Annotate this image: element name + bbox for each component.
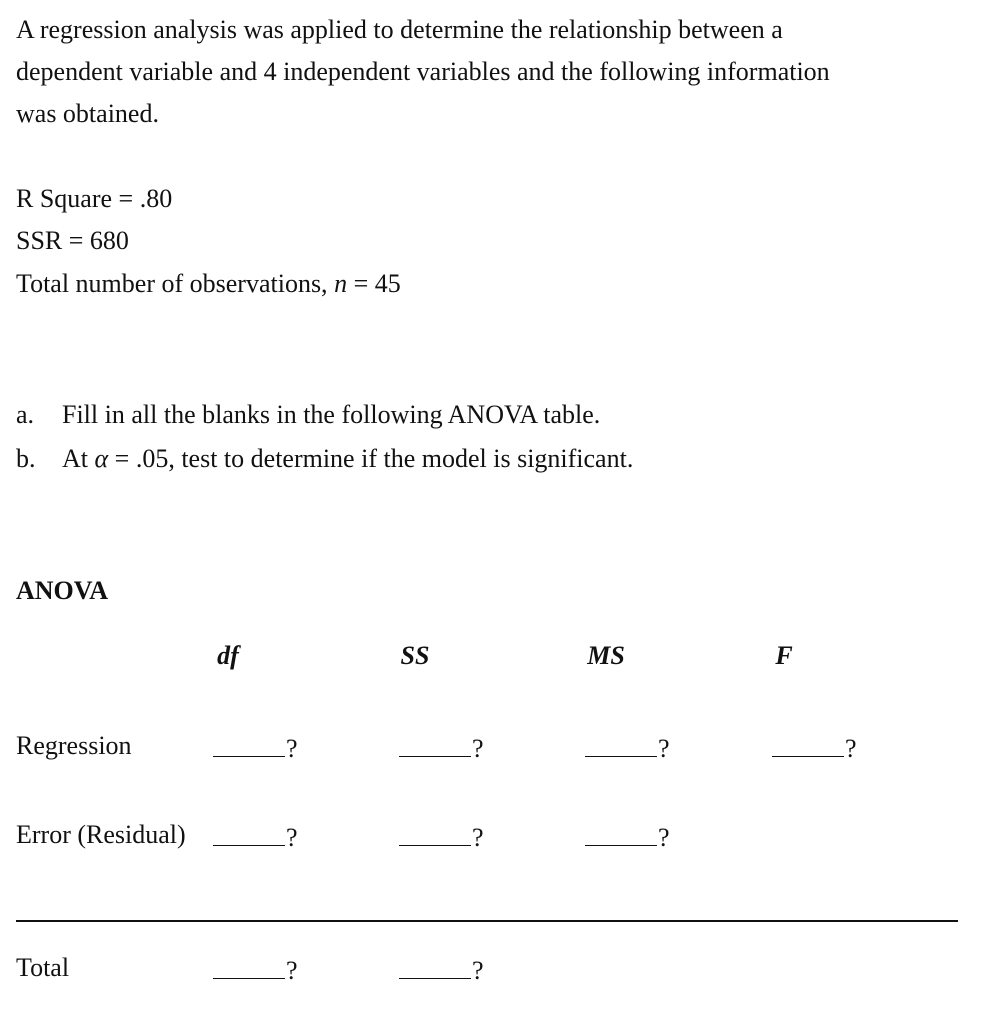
question-b-letter: b. — [16, 444, 36, 473]
intro-line: was obtained. — [16, 99, 159, 128]
intro-line: dependent variable and 4 independent variables and the following information — [16, 57, 830, 86]
question-a-letter: a. — [16, 400, 35, 429]
alpha-symbol: α — [94, 444, 109, 473]
question-a-text: Fill in all the blanks in the following ANOVA table. — [62, 400, 601, 429]
question-b-post: = .05, test to determine if the model is significant. — [108, 444, 634, 473]
n-symbol: n — [334, 269, 348, 298]
anova-title: ANOVA — [16, 576, 108, 605]
regression-df-blank[interactable]: ? — [213, 730, 298, 765]
intro-paragraph — [16, 9, 946, 135]
row-label-error: Error (Residual) — [16, 820, 186, 849]
error-ms-blank[interactable]: ? — [585, 819, 670, 854]
question-b-pre: At — [62, 444, 95, 473]
intro-line: A regression analysis was applied to determine the relationship between a — [16, 15, 783, 44]
observations-value — [16, 268, 401, 300]
column-header-ss: SS — [400, 641, 430, 670]
total-ss-blank[interactable]: ? — [399, 952, 484, 987]
table-divider — [16, 920, 958, 922]
observations-label: Total number of observations, — [16, 269, 335, 298]
regression-ss-blank[interactable]: ? — [399, 730, 484, 765]
row-label-regression: Regression — [16, 731, 132, 760]
column-header-ms: MS — [587, 641, 625, 670]
regression-f-blank[interactable]: ? — [772, 730, 857, 765]
column-header-df: df — [217, 641, 239, 670]
observations-count: = 45 — [347, 269, 401, 298]
error-df-blank[interactable]: ? — [213, 819, 298, 854]
question-b-text — [62, 443, 633, 475]
error-ss-blank[interactable]: ? — [399, 819, 484, 854]
r-square-value: R Square = .80 — [16, 184, 173, 213]
total-df-blank[interactable]: ? — [213, 952, 298, 987]
regression-ms-blank[interactable]: ? — [585, 730, 670, 765]
column-header-f: F — [775, 641, 793, 670]
row-label-total: Total — [16, 953, 70, 982]
ssr-value: SSR = 680 — [16, 226, 129, 255]
